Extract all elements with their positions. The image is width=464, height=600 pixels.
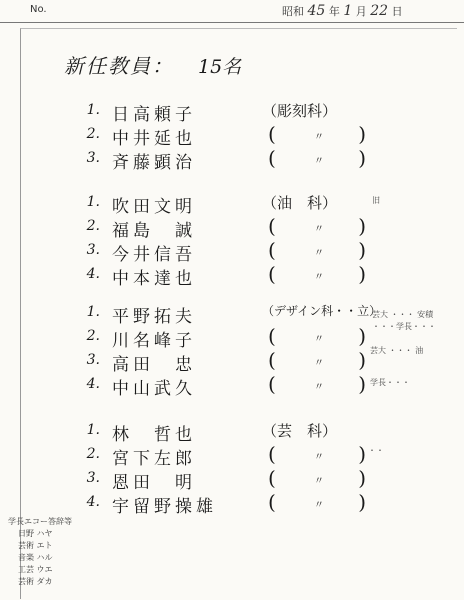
teacher-name: 宇留野操雄 bbox=[112, 497, 217, 517]
open-paren: ( bbox=[268, 262, 276, 286]
department-label: （デザイン科・・立） bbox=[262, 304, 382, 318]
row-number: 2. bbox=[86, 328, 100, 344]
page-title: 新任教員： bbox=[64, 54, 174, 78]
open-paren: ( bbox=[268, 442, 276, 466]
ditto-bracket bbox=[268, 264, 366, 286]
row-number: 1. bbox=[86, 194, 100, 210]
teacher-name: 中本達也 bbox=[112, 269, 196, 289]
month-value: 1 bbox=[343, 3, 353, 19]
department-label: （芸 科） bbox=[262, 422, 338, 440]
open-paren: ( bbox=[268, 214, 276, 238]
footnote-line: 工芸 ウエ bbox=[18, 565, 53, 574]
ditto-bracket bbox=[268, 326, 366, 348]
open-paren: ( bbox=[268, 238, 276, 262]
close-paren: ) bbox=[358, 490, 366, 514]
margin-note: 旧 bbox=[372, 196, 380, 205]
teacher-name: 吹田文明 bbox=[112, 197, 196, 217]
ditto-mark: 〃 bbox=[314, 358, 324, 369]
row-number: 2. bbox=[86, 446, 100, 462]
teacher-name: 中井延也 bbox=[112, 129, 196, 149]
open-paren: ( bbox=[268, 122, 276, 146]
teacher-name: 中山武久 bbox=[112, 379, 196, 399]
department-label: （油 科） bbox=[262, 194, 338, 212]
year-unit: 年 bbox=[328, 5, 340, 18]
footnote-line: 学長エコー答辞等 bbox=[8, 517, 72, 526]
ditto-mark: 〃 bbox=[314, 248, 324, 259]
footnote-line: 日野 ハヤ bbox=[18, 529, 53, 538]
close-paren: ) bbox=[358, 372, 366, 396]
teacher-name: 平野拓夫 bbox=[112, 307, 196, 327]
close-paren: ) bbox=[358, 262, 366, 286]
ditto-bracket bbox=[268, 468, 366, 490]
ditto-mark: 〃 bbox=[314, 272, 324, 283]
ditto-mark: 〃 bbox=[314, 132, 324, 143]
ditto-bracket bbox=[268, 350, 366, 372]
ditto-mark: 〃 bbox=[314, 452, 324, 463]
teacher-name: 斉藤顕治 bbox=[112, 153, 196, 173]
row-number: 1. bbox=[86, 304, 100, 320]
teacher-name: 高田 忠 bbox=[112, 355, 196, 375]
open-paren: ( bbox=[268, 372, 276, 396]
form-number-label: No. bbox=[30, 4, 47, 15]
ditto-bracket bbox=[268, 216, 366, 238]
header-rule bbox=[0, 22, 464, 23]
ditto-mark: 〃 bbox=[314, 476, 324, 487]
teacher-name: 日高頼子 bbox=[112, 105, 196, 125]
open-paren: ( bbox=[268, 146, 276, 170]
row-number: 3. bbox=[86, 242, 100, 258]
open-paren: ( bbox=[268, 490, 276, 514]
footnote-line: 芸術 エト bbox=[18, 541, 53, 550]
ditto-mark: 〃 bbox=[314, 224, 324, 235]
footnote-line: 音楽 ハル bbox=[18, 553, 53, 562]
margin-note: 学長・・・ bbox=[370, 378, 410, 387]
close-paren: ) bbox=[358, 146, 366, 170]
row-number: 3. bbox=[86, 150, 100, 166]
ditto-mark: 〃 bbox=[314, 156, 324, 167]
ditto-mark: 〃 bbox=[314, 500, 324, 511]
department-label: （彫刻科） bbox=[262, 102, 338, 120]
ditto-bracket bbox=[268, 374, 366, 396]
margin-note: 芸大 ・・・ 安積 bbox=[372, 310, 434, 319]
teacher-count: 15名 bbox=[198, 56, 242, 78]
open-paren: ( bbox=[268, 348, 276, 372]
row-number: 2. bbox=[86, 218, 100, 234]
teacher-name: 川名峰子 bbox=[112, 331, 196, 351]
month-unit: 月 bbox=[355, 5, 367, 18]
close-paren: ) bbox=[358, 122, 366, 146]
ditto-bracket bbox=[268, 492, 366, 514]
margin-note: 芸大 ・・・ 油 bbox=[370, 346, 424, 355]
row-number: 3. bbox=[86, 352, 100, 368]
ditto-bracket bbox=[268, 444, 366, 466]
close-paren: ) bbox=[358, 324, 366, 348]
row-number: 1. bbox=[86, 422, 100, 438]
year-value: 45 bbox=[307, 3, 326, 19]
ditto-bracket bbox=[268, 148, 366, 170]
row-number: 4. bbox=[86, 494, 100, 510]
close-paren: ) bbox=[358, 214, 366, 238]
footnote bbox=[8, 516, 72, 588]
teacher-name: 宮下左郎 bbox=[112, 449, 196, 469]
row-number: 2. bbox=[86, 126, 100, 142]
date-field bbox=[282, 3, 403, 19]
ditto-bracket bbox=[268, 124, 366, 146]
close-paren: ) bbox=[358, 442, 366, 466]
day-unit: 日 bbox=[391, 5, 403, 18]
close-paren: ) bbox=[358, 466, 366, 490]
row-number: 3. bbox=[86, 470, 100, 486]
row-number: 4. bbox=[86, 266, 100, 282]
open-paren: ( bbox=[268, 466, 276, 490]
close-paren: ) bbox=[358, 238, 366, 262]
teacher-name: 恩田 明 bbox=[112, 473, 196, 493]
teacher-name: 林 哲也 bbox=[112, 425, 196, 445]
ditto-mark: 〃 bbox=[314, 382, 324, 393]
open-paren: ( bbox=[268, 324, 276, 348]
day-value: 22 bbox=[370, 3, 389, 19]
teacher-name: 福島 誠 bbox=[112, 221, 196, 241]
margin-note: ・・ bbox=[368, 446, 384, 455]
row-number: 1. bbox=[86, 102, 100, 118]
teacher-name: 今井信吾 bbox=[112, 245, 196, 265]
ditto-mark: 〃 bbox=[314, 334, 324, 345]
era-label: 昭和 bbox=[282, 5, 304, 18]
footnote-line: 芸術 ダカ bbox=[18, 577, 53, 586]
row-number: 4. bbox=[86, 376, 100, 392]
margin-note: ・・・学長・・・ bbox=[372, 322, 436, 331]
close-paren: ) bbox=[358, 348, 366, 372]
ditto-bracket bbox=[268, 240, 366, 262]
